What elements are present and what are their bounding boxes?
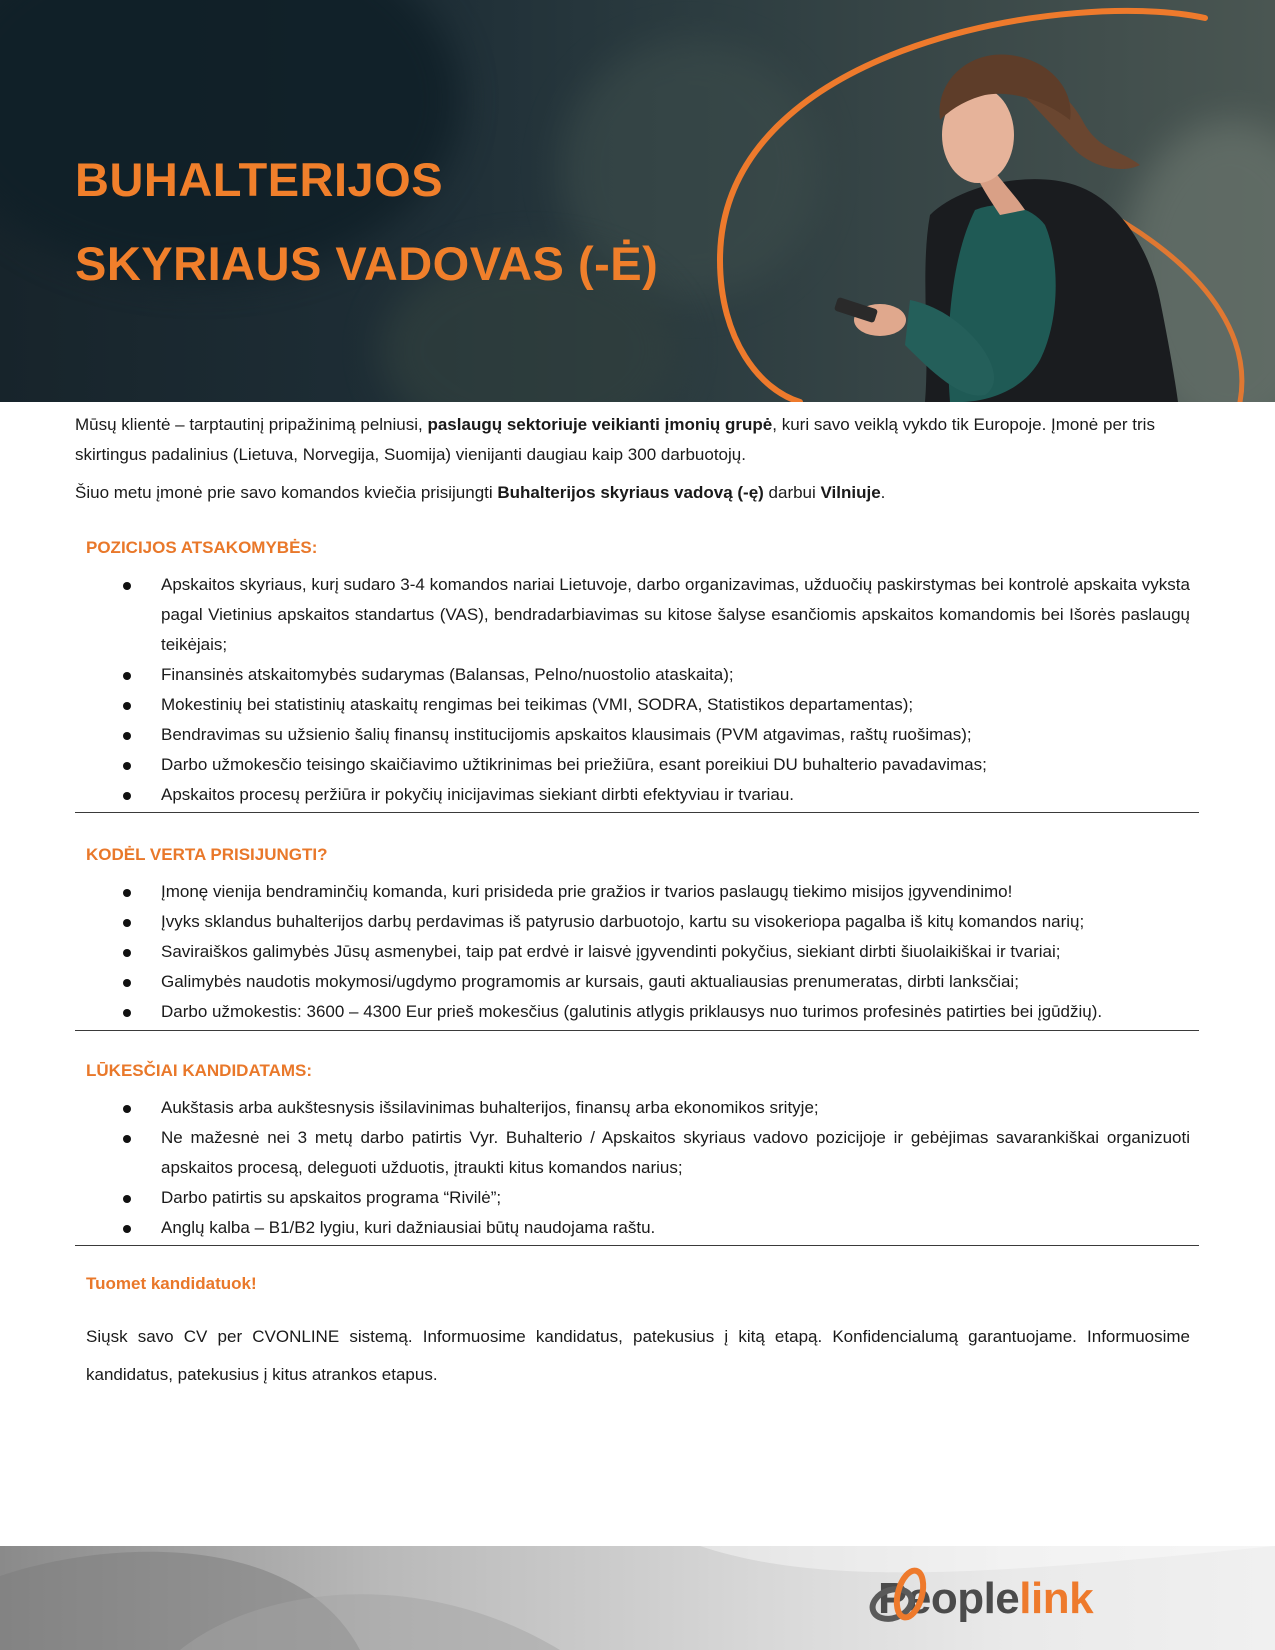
section-divider	[75, 1245, 1199, 1246]
bullet-icon	[123, 1225, 131, 1233]
list-item	[123, 750, 1190, 780]
list-item-text: Apskaitos procesų peržiūra ir pokyčių inicijavimas siekiant dirbti efektyviau ir tvariau.	[161, 785, 795, 804]
page-title	[75, 138, 775, 306]
bullet-list	[123, 570, 1190, 810]
bullet-icon	[123, 702, 131, 710]
list-item-text: Finansinės atskaitomybės sudarymas (Balansas, Pelno/nuostolio ataskaita);	[161, 665, 734, 684]
bullet-icon	[123, 762, 131, 770]
list-item-text: Darbo užmokestis: 3600 – 4300 Eur prieš mokesčius (galutinis atlygis priklausys nuo turimos profesinės patirties bei įgūdžių).	[161, 1002, 1103, 1021]
bullet-icon	[123, 889, 131, 897]
list-item-text: Ne mažesnė nei 3 metų darbo patirtis Vyr. Buhalterio / Apskaitos skyriaus vadovo pozicijoje ir gebėjimas savarankiškai organizuoti apskaitos procesą, deleguoti užduotis, įtraukti kitus komandos narius;	[161, 1128, 1190, 1177]
bullet-icon	[123, 1195, 131, 1203]
hero-banner	[0, 0, 1275, 402]
bullet-icon	[123, 732, 131, 740]
bullet-icon	[123, 1135, 131, 1143]
intro-text: Šiuo metu įmonė prie savo komandos kviečia prisijungti	[75, 483, 498, 502]
list-item	[123, 967, 1190, 997]
list-item-text: Darbo užmokesčio teisingo skaičiavimo užtikrinimas bei priežiūra, esant poreikiui DU buhalterio pavadavimas;	[161, 755, 987, 774]
call-to-action-title: Tuomet kandidatuok!	[86, 1274, 257, 1293]
section-benefits	[86, 843, 1200, 1031]
logo-text-people: People	[878, 1574, 1020, 1623]
job-description	[75, 410, 1200, 1394]
bullet-icon	[123, 919, 131, 927]
peoplelink-logo	[866, 1564, 1093, 1634]
section-requirements	[86, 1059, 1200, 1246]
list-item	[123, 660, 1190, 690]
bullet-icon	[123, 1105, 131, 1113]
bullet-list	[123, 1093, 1190, 1243]
list-item-text: Bendravimas su užsienio šalių finansų institucijomis apskaitos klausimais (PVM atgavimas, raštų ruošimas);	[161, 725, 972, 744]
intro-text: darbui	[763, 483, 821, 502]
bullet-icon	[123, 672, 131, 680]
list-item	[123, 937, 1190, 967]
section-apply	[86, 1272, 1200, 1394]
list-item-text: Apskaitos skyriaus, kurį sudaro 3-4 komandos nariai Lietuvoje, darbo organizavimas, užduočių paskirstymas bei kontrolė apskaita vyksta pagal Vietinius apskaitos standartus (VAS), bendradarbiavimas su kitose šalyse esančiomis apskaitos komandomis bei Išorės paslaugų teikėjais;	[161, 575, 1190, 654]
bullet-list	[123, 877, 1190, 1027]
section-responsibilities	[86, 536, 1200, 813]
apply-instructions: Siųsk savo CV per CVONLINE sistemą. Informuosime kandidatus, patekusius į kitą etapą. Konfidencialumą garantuojame. Informuosime kandidatus, patekusius į kitus atrankos etapus.	[86, 1327, 1190, 1384]
page-title-line-1: BUHALTERIJOS	[75, 153, 444, 206]
section-title: LŪKESČIAI KANDIDATAMS:	[86, 1061, 313, 1080]
peoplelink-rings-icon	[866, 1564, 936, 1634]
list-item	[123, 1123, 1190, 1183]
list-item	[123, 1183, 1190, 1213]
position-name: Buhalterijos skyriaus vadovą (-ę)	[497, 483, 764, 502]
list-item	[123, 1213, 1190, 1243]
page-title-line-2: SKYRIAUS VADOVAS (-Ė)	[75, 237, 659, 290]
list-item	[123, 997, 1190, 1027]
bullet-icon	[123, 949, 131, 957]
intro-paragraph-1	[75, 410, 1200, 470]
list-item	[123, 877, 1190, 907]
list-item-text: Aukštasis arba aukštesnysis išsilavinimas buhalterijos, finansų arba ekonomikos srityje;	[161, 1098, 819, 1117]
list-item-text: Saviraiškos galimybės Jūsų asmenybei, taip pat erdvė ir laisvė įgyvendinti pokyčius, siekiant dirbti šiuolaikiškai ir tvariai;	[161, 942, 1061, 961]
footer	[0, 1546, 1275, 1650]
bullet-icon	[123, 582, 131, 590]
section-title: KODĖL VERTA PRISIJUNGTI?	[86, 845, 328, 864]
job-location: Vilniuje	[820, 483, 881, 502]
bullet-icon	[123, 1009, 131, 1017]
intro	[75, 410, 1200, 508]
list-item-text: Įvyks sklandus buhalterijos darbų perdavimas iš patyrusio darbuotojo, kartu su visokeriopa pagalba iš kitų komandos narių;	[161, 912, 1085, 931]
list-item	[123, 720, 1190, 750]
section-divider	[75, 812, 1199, 813]
section-divider	[75, 1030, 1199, 1031]
list-item	[123, 780, 1190, 810]
intro-text: .	[880, 483, 886, 502]
list-item-text: Galimybės naudotis mokymosi/ugdymo programomis ar kursais, gauti aktualiausias prenumeratas, dirbti lanksčiai;	[161, 972, 1019, 991]
list-item-text: Anglų kalba – B1/B2 lygiu, kuri dažniausiai būtų naudojama raštu.	[161, 1218, 656, 1237]
intro-text: Mūsų klientė – tarptautinį pripažinimą pelniusi,	[75, 415, 428, 434]
intro-text: , kuri savo veiklą vykdo tik Europoje. Įmonė per tris skirtingus padalinius (Lietuva, Norvegija, Suomija) vienijanti daugiau kaip 300 darbuotojų.	[75, 415, 1155, 464]
list-item	[123, 690, 1190, 720]
list-item-text: Darbo patirtis su apskaitos programa “Rivilė”;	[161, 1188, 502, 1207]
intro-highlight: paslaugų sektoriuje veikianti įmonių grupė	[427, 415, 773, 434]
list-item-text: Mokestinių bei statistinių ataskaitų rengimas bei teikimas (VMI, SODRA, Statistikos departamentas);	[161, 695, 914, 714]
logo-text-link: link	[1019, 1574, 1094, 1623]
list-item-text: Įmonę vienija bendraminčių komanda, kuri prisideda prie gražios ir tvarios paslaugų tiekimo misijos įgyvendinimo!	[161, 882, 1013, 901]
list-item	[123, 1093, 1190, 1123]
section-title: POZICIJOS ATSAKOMYBĖS:	[86, 538, 318, 557]
bullet-icon	[123, 979, 131, 987]
bullet-icon	[123, 792, 131, 800]
intro-paragraph-2	[75, 478, 1200, 508]
list-item	[123, 907, 1190, 937]
list-item	[123, 570, 1190, 660]
